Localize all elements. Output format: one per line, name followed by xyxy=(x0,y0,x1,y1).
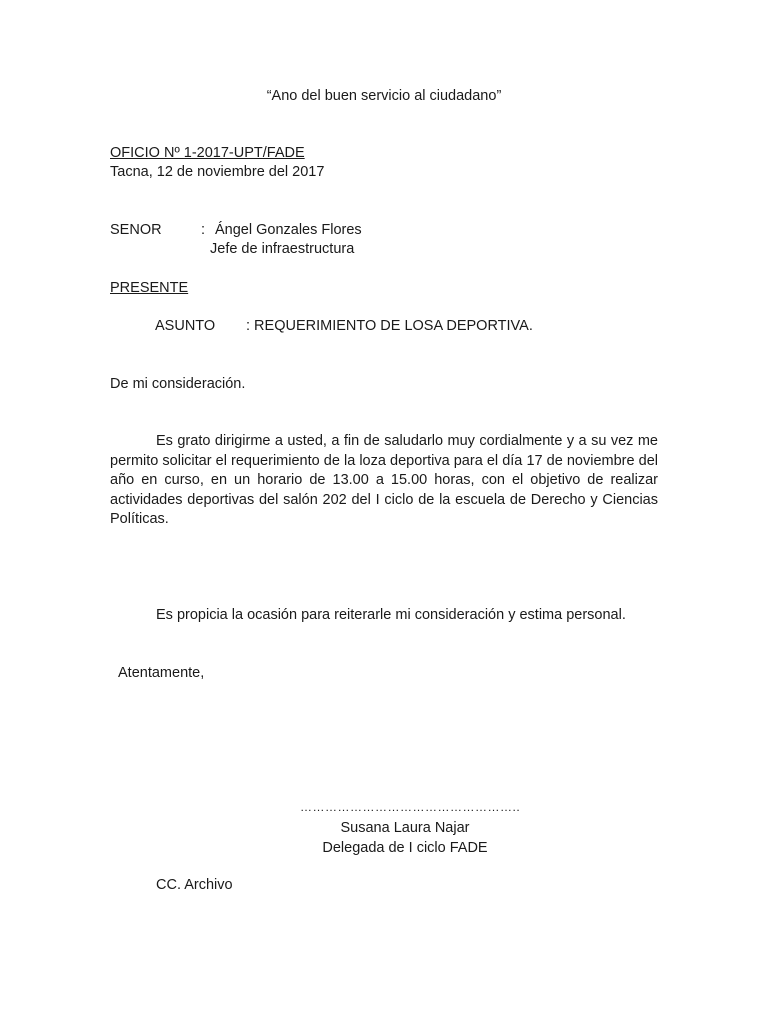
recipient-position: Jefe de infraestructura xyxy=(210,241,355,257)
signature-line: …………………………………………….. xyxy=(300,800,521,814)
subject-text: : REQUERIMIENTO DE LOSA DEPORTIVA. xyxy=(246,318,533,334)
recipient-colon: : xyxy=(201,222,206,238)
body-paragraph-1-text: Es grato dirigirme a usted, a fin de saludarlo muy cordialmente y a su vez me permito solicitar el requerimiento de la loza deportiva para el día 17 de noviembre del año en curso, en un horario de 13.00 a 15.00 horas, con el objetivo de realizar actividades deportivas del salón 202 del I ciclo de la escuela de Derecho y Ciencias Políticas. xyxy=(110,433,658,527)
recipient-name: Ángel Gonzales Flores xyxy=(215,222,362,238)
body-paragraph-1 xyxy=(110,432,658,530)
cc-archive: CC. Archivo xyxy=(156,877,233,893)
presente-heading: PRESENTE xyxy=(110,280,189,296)
closing: Atentamente, xyxy=(118,665,205,681)
place-date: Tacna, 12 de noviembre del 2017 xyxy=(110,164,325,180)
signature-block xyxy=(300,797,521,858)
greeting: De mi consideración. xyxy=(110,376,246,392)
office-reference: OFICIO Nº 1-2017-UPT/FADE xyxy=(110,145,305,161)
motto: “Ano del buen servicio al ciudadano” xyxy=(266,88,502,104)
body-paragraph-2: Es propicia la ocasión para reiterarle mi consideración y estima personal. xyxy=(156,607,626,623)
subject-label: ASUNTO xyxy=(155,318,216,334)
recipient-label: SENOR xyxy=(110,222,162,238)
signatory-name: Susana Laura Najar xyxy=(340,820,470,836)
signatory-role: Delegada de I ciclo FADE xyxy=(322,840,488,856)
